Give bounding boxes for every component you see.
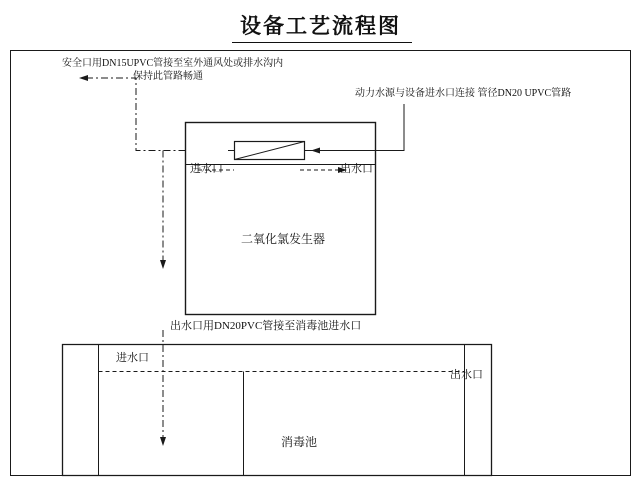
generator-outlet-label: 出水口 — [340, 163, 373, 175]
generator-chamber — [186, 123, 376, 165]
safety-outlet-label: 安全口用DN15UPVC管接至室外通风处或排水沟内 — [62, 58, 284, 69]
generator-body — [186, 123, 376, 315]
safety-outlet-label-line2: 保持此管路畅通 — [133, 71, 203, 82]
safety-outlet-pipe — [80, 78, 186, 151]
pool-inlet-label: 进水口 — [116, 352, 149, 364]
generator-inlet-label: 进水口 — [190, 163, 223, 175]
pool-outlet-label: 出水口 — [450, 369, 483, 381]
outlet-to-pool-label: 出水口用DN20PVC管接至消毒池进水口 — [170, 320, 362, 332]
power-water-pipe — [312, 104, 404, 151]
page-title: 设备工艺流程图 — [240, 14, 401, 38]
page-border — [11, 51, 631, 476]
power-water-label: 动力水源与设备进水口连接 管径DN20 UPVC管路 — [355, 88, 572, 99]
pool-name-label: 消毒池 — [281, 435, 318, 449]
generator-name-label: 二氧化氯发生器 — [241, 232, 326, 246]
